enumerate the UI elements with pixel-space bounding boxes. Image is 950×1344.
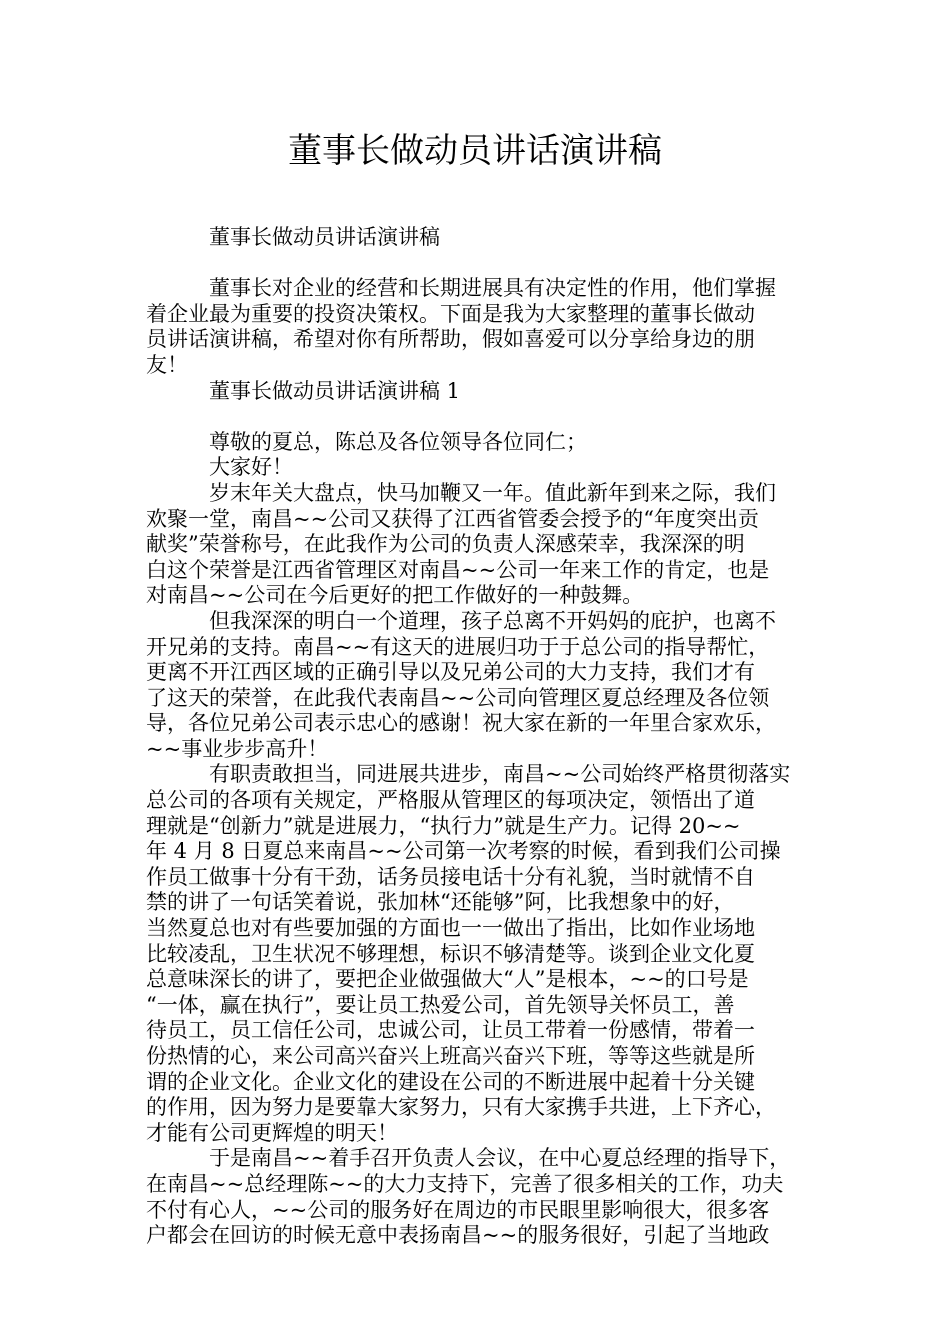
text-line: 着企业最为重要的投资决策权。下面是我为大家整理的董事长做动 [146, 301, 755, 326]
text-line: 不付有心人，~~公司的服务好在周边的市民眼里影响很大，很多客 [146, 1197, 770, 1222]
text-line: 岁末年关大盘点，快马加鞭又一年。值此新年到来之际，我们 [146, 480, 776, 505]
text-line: 了这天的荣誉，在此我代表南昌~~公司向管理区夏总经理及各位领 [146, 685, 770, 710]
section-heading-line: 董事长做动员讲话演讲稿 1 [146, 378, 461, 403]
text-line: 欢聚一堂，南昌~~公司又获得了江西省管委会授予的“年度突出贡 [146, 506, 759, 531]
document-body [146, 225, 836, 1249]
text-line: 年 4 月 8 日夏总来南昌~~公司第一次考察的时候，看到我们公司操 [146, 839, 781, 864]
heading-line: 董事长做动员讲话演讲稿 [146, 225, 440, 249]
text-line: 待员工，员工信任公司，忠诚公司，让员工带着一份感情，带着一 [146, 1018, 755, 1043]
text-line: 但我深深的明白一个道理，孩子总离不开妈妈的庇护，也离不 [146, 608, 776, 633]
text-line: 理就是“创新力”就是进展力，“执行力”就是生产力。记得 20~~ [146, 813, 741, 838]
text-line: 白这个荣誉是江西省管理区对南昌~~公司一年来工作的肯定，也是 [146, 557, 770, 582]
greeting-line: 大家好！ [146, 455, 293, 480]
blank-line [146, 404, 836, 430]
text-line: 份热情的心，来公司高兴奋兴上班高兴奋兴下班，等等这些就是所 [146, 1044, 755, 1068]
text-line: 在南昌~~总经理陈~~的大力支持下，完善了很多相关的工作，功夫 [146, 1171, 784, 1196]
salutation-line: 尊敬的夏总，陈总及各位领导各位同仁； [146, 429, 587, 454]
text-line: 谓的企业文化。企业文化的建设在公司的不断进展中起着十分关键 [146, 1069, 755, 1094]
text-line: ~~事业步步高升！ [146, 736, 329, 761]
text-line: 作员工做事十分有干劲，话务员接电话十分有礼貌，当时就情不自 [146, 864, 755, 889]
text-line: 户都会在回访的时候无意中表扬南昌~~的服务很好，引起了当地政 [146, 1223, 770, 1248]
text-line: 当然夏总也对有些要加强的方面也一一做出了指出，比如作业场地 [146, 916, 755, 941]
document-title: 董事长做动员讲话演讲稿 [288, 131, 662, 171]
text-line: 董事长对企业的经营和长期进展具有决定性的作用，他们掌握 [146, 276, 776, 301]
text-line: 才能有公司更辉煌的明天！ [146, 1120, 398, 1145]
text-line: 更离不开江西区域的正确引导以及兄弟公司的大力支持，我们才有 [146, 660, 755, 685]
text-line: 献奖”荣誉称号，在此我作为公司的负责人深感荣幸，我深深的明 [146, 532, 745, 557]
blank-line [146, 251, 836, 277]
text-line: 员讲话演讲稿，希望对你有所帮助，假如喜爱可以分享给身边的朋 [146, 327, 755, 352]
text-line: 的作用，因为努力是要靠大家努力，只有大家携手共进，上下齐心， [146, 1095, 776, 1120]
text-line: 于是南昌~~着手召开负责人会议，在中心夏总经理的指导下， [146, 1146, 791, 1171]
text-line: “一体，赢在执行”，要让员工热爱公司，首先领导关怀员工，善 [146, 992, 735, 1017]
text-line: 导，各位兄弟公司表示忠心的感谢！祝大家在新的一年里合家欢乐， [146, 711, 776, 736]
text-line: 有职责敢担当，同进展共进步，南昌~~公司始终严格贯彻落实 [146, 762, 791, 787]
text-line: 禁的讲了一句话笑着说，张加林“还能够”阿，比我想象中的好， [146, 890, 735, 915]
text-line: 友！ [146, 352, 188, 377]
text-line: 比较凌乱，卫生状况不够理想，标识不够清楚等。谈到企业文化夏 [146, 941, 755, 966]
text-line: 开兄弟的支持。南昌~~有这天的进展归功于于总公司的指导帮忙， [146, 634, 770, 659]
text-line: 总意味深长的讲了，要把企业做强做大“人”是根本，~~的口号是 [146, 967, 749, 992]
text-line: 总公司的各项有关规定，严格服从管理区的每项决定，领悟出了道 [146, 788, 755, 813]
text-line: 对南昌~~公司在今后更好的把工作做好的一种鼓舞。 [146, 583, 644, 608]
